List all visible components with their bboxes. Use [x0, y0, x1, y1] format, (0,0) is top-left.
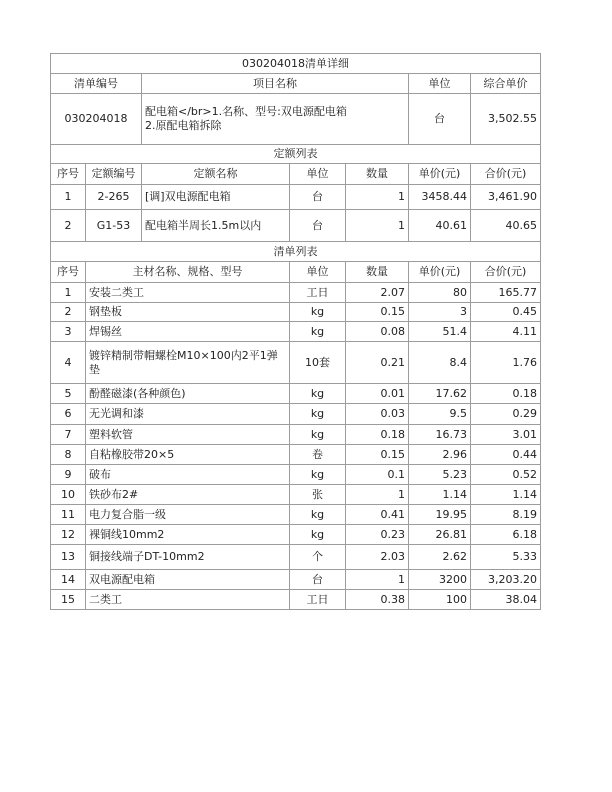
material-unit: 张	[290, 485, 346, 505]
material-total: 0.44	[471, 445, 541, 465]
material-no: 9	[51, 465, 86, 485]
material-no: 8	[51, 445, 86, 465]
material-name: 裸铜线10mm2	[86, 525, 290, 545]
material-qty: 0.15	[346, 445, 409, 465]
quota-code: 2-265	[86, 185, 142, 210]
material-unit-price: 80	[409, 283, 471, 303]
material-unit-price: 2.62	[409, 545, 471, 570]
material-qty: 2.07	[346, 283, 409, 303]
material-row	[51, 404, 541, 425]
material-qty: 0.15	[346, 303, 409, 322]
material-name: 自粘橡胶带20×5	[86, 445, 290, 465]
quota-row	[51, 185, 541, 210]
material-unit-price: 8.4	[409, 342, 471, 384]
material-no: 14	[51, 570, 86, 590]
quota-unit: 台	[290, 185, 346, 210]
quota-unit: 台	[290, 210, 346, 242]
quota-unit-price: 40.61	[409, 210, 471, 242]
material-col-unit-price: 单价(元)	[409, 262, 471, 283]
material-no: 12	[51, 525, 86, 545]
material-col-qty: 数量	[346, 262, 409, 283]
material-no: 1	[51, 283, 86, 303]
table-title-row	[51, 54, 541, 74]
quota-qty: 1	[346, 210, 409, 242]
material-name: 双电源配电箱	[86, 570, 290, 590]
quota-row	[51, 210, 541, 242]
material-no: 5	[51, 384, 86, 404]
quota-no: 1	[51, 185, 86, 210]
material-total: 1.14	[471, 485, 541, 505]
quota-section-title-row	[51, 145, 541, 164]
table-title: 030204018清单详细	[51, 54, 541, 74]
material-unit: 工日	[290, 283, 346, 303]
material-qty: 1	[346, 485, 409, 505]
material-no: 11	[51, 505, 86, 525]
material-row	[51, 283, 541, 303]
quota-col-qty: 数量	[346, 164, 409, 185]
material-total: 0.18	[471, 384, 541, 404]
material-unit: 工日	[290, 590, 346, 610]
material-section-title-row	[51, 242, 541, 262]
material-name: 铜接线端子DT-10mm2	[86, 545, 290, 570]
material-name: 焊锡丝	[86, 322, 290, 342]
material-total: 0.29	[471, 404, 541, 425]
item-unit: 台	[409, 94, 471, 145]
header-unit: 单位	[409, 74, 471, 94]
bill-detail-table	[50, 53, 541, 610]
material-unit: kg	[290, 465, 346, 485]
material-unit: 卷	[290, 445, 346, 465]
material-total: 3,203.20	[471, 570, 541, 590]
material-no: 15	[51, 590, 86, 610]
material-unit-price: 3	[409, 303, 471, 322]
material-no: 13	[51, 545, 86, 570]
quota-section-title: 定额列表	[51, 145, 541, 164]
material-no: 6	[51, 404, 86, 425]
quota-name: 配电箱半周长1.5m以内	[142, 210, 290, 242]
material-unit: kg	[290, 505, 346, 525]
material-total: 3.01	[471, 425, 541, 445]
material-qty: 0.38	[346, 590, 409, 610]
material-name: 钢垫板	[86, 303, 290, 322]
material-row	[51, 545, 541, 570]
material-unit-price: 3200	[409, 570, 471, 590]
quota-total: 40.65	[471, 210, 541, 242]
material-name: 无光调和漆	[86, 404, 290, 425]
material-unit: 个	[290, 545, 346, 570]
quota-col-code: 定额编号	[86, 164, 142, 185]
material-no: 3	[51, 322, 86, 342]
material-name: 破布	[86, 465, 290, 485]
material-qty: 2.03	[346, 545, 409, 570]
quota-name: [调]双电源配电箱	[142, 185, 290, 210]
material-unit-price: 1.14	[409, 485, 471, 505]
material-name: 安装二类工	[86, 283, 290, 303]
material-row	[51, 590, 541, 610]
material-qty: 0.1	[346, 465, 409, 485]
material-no: 7	[51, 425, 86, 445]
material-name: 酚醛磁漆(各种颜色)	[86, 384, 290, 404]
material-row	[51, 525, 541, 545]
quota-col-unit: 单位	[290, 164, 346, 185]
material-total: 38.04	[471, 590, 541, 610]
material-total: 0.52	[471, 465, 541, 485]
material-qty: 0.03	[346, 404, 409, 425]
material-qty: 0.41	[346, 505, 409, 525]
material-unit: kg	[290, 525, 346, 545]
material-row	[51, 303, 541, 322]
material-section-title: 清单列表	[51, 242, 541, 262]
material-row	[51, 485, 541, 505]
material-total: 8.19	[471, 505, 541, 525]
item-header-row	[51, 74, 541, 94]
material-unit: kg	[290, 322, 346, 342]
material-total: 4.11	[471, 322, 541, 342]
material-name: 镀锌精制带帽螺栓M10×100内2平1弹垫	[86, 342, 290, 384]
material-unit: 台	[290, 570, 346, 590]
material-qty: 0.18	[346, 425, 409, 445]
material-col-no: 序号	[51, 262, 86, 283]
material-row	[51, 570, 541, 590]
header-name: 项目名称	[142, 74, 409, 94]
material-unit-price: 26.81	[409, 525, 471, 545]
material-row	[51, 342, 541, 384]
material-row	[51, 384, 541, 404]
material-unit: kg	[290, 425, 346, 445]
material-col-unit: 单位	[290, 262, 346, 283]
material-row	[51, 425, 541, 445]
material-unit: kg	[290, 404, 346, 425]
material-qty: 0.08	[346, 322, 409, 342]
item-price: 3,502.55	[471, 94, 541, 145]
material-no: 2	[51, 303, 86, 322]
quota-col-name: 定额名称	[142, 164, 290, 185]
material-row	[51, 322, 541, 342]
material-col-name: 主材名称、规格、型号	[86, 262, 290, 283]
material-unit-price: 51.4	[409, 322, 471, 342]
material-name: 塑料软管	[86, 425, 290, 445]
material-name: 电力复合脂一级	[86, 505, 290, 525]
quota-qty: 1	[346, 185, 409, 210]
material-row	[51, 465, 541, 485]
material-unit-price: 100	[409, 590, 471, 610]
material-row	[51, 505, 541, 525]
material-total: 165.77	[471, 283, 541, 303]
material-name: 铁砂布2#	[86, 485, 290, 505]
material-unit-price: 19.95	[409, 505, 471, 525]
header-code: 清单编号	[51, 74, 142, 94]
material-col-total: 合价(元)	[471, 262, 541, 283]
quota-code: G1-53	[86, 210, 142, 242]
item-name: 配电箱</br>1.名称、型号:双电源配电箱 2.原配电箱拆除	[142, 94, 409, 145]
material-unit-price: 17.62	[409, 384, 471, 404]
material-no: 10	[51, 485, 86, 505]
material-unit-price: 9.5	[409, 404, 471, 425]
quota-total: 3,461.90	[471, 185, 541, 210]
material-unit: 10套	[290, 342, 346, 384]
material-unit-price: 2.96	[409, 445, 471, 465]
material-total: 6.18	[471, 525, 541, 545]
material-name: 二类工	[86, 590, 290, 610]
material-unit: kg	[290, 303, 346, 322]
material-unit-price: 16.73	[409, 425, 471, 445]
material-total: 5.33	[471, 545, 541, 570]
header-price: 综合单价	[471, 74, 541, 94]
item-code: 030204018	[51, 94, 142, 145]
material-unit: kg	[290, 384, 346, 404]
material-total: 0.45	[471, 303, 541, 322]
quota-unit-price: 3458.44	[409, 185, 471, 210]
material-no: 4	[51, 342, 86, 384]
material-qty: 1	[346, 570, 409, 590]
material-total: 1.76	[471, 342, 541, 384]
quota-col-total: 合价(元)	[471, 164, 541, 185]
material-row	[51, 445, 541, 465]
material-qty: 0.21	[346, 342, 409, 384]
item-row	[51, 94, 541, 145]
quota-col-unit-price: 单价(元)	[409, 164, 471, 185]
quota-no: 2	[51, 210, 86, 242]
material-header-row	[51, 262, 541, 283]
material-qty: 0.01	[346, 384, 409, 404]
material-unit-price: 5.23	[409, 465, 471, 485]
quota-col-no: 序号	[51, 164, 86, 185]
material-qty: 0.23	[346, 525, 409, 545]
quota-header-row	[51, 164, 541, 185]
